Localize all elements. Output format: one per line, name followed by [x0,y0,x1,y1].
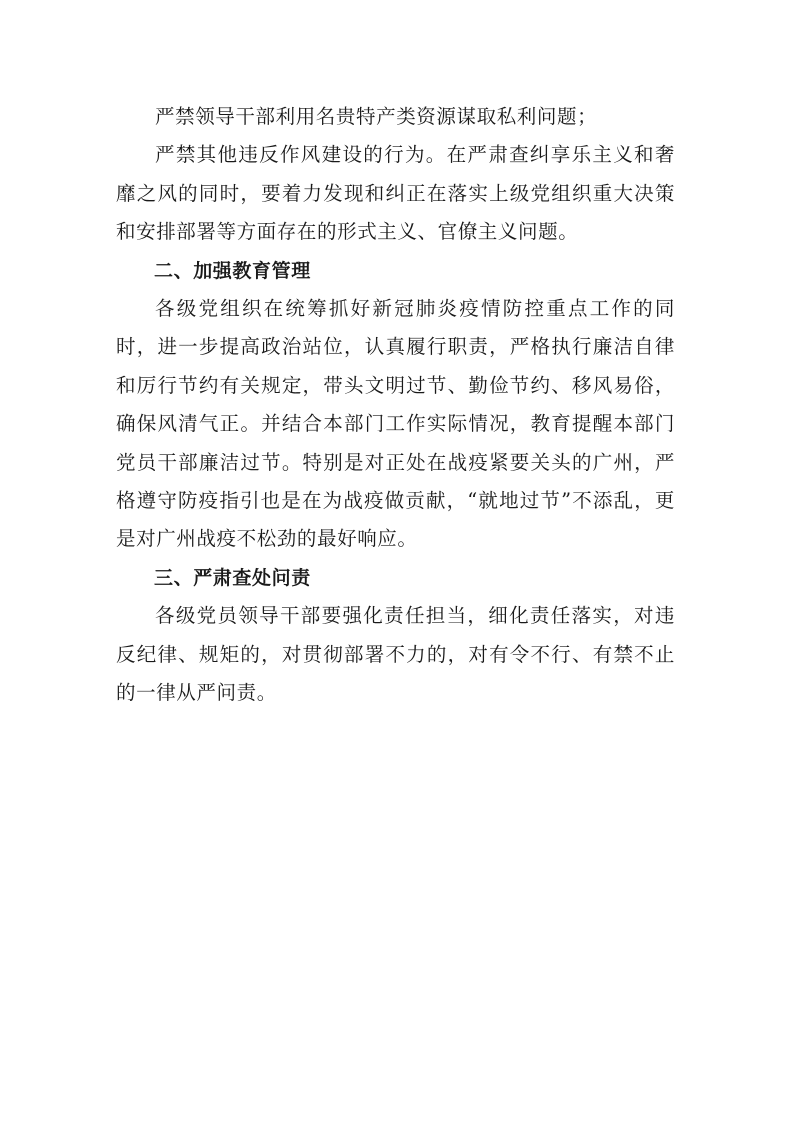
section-heading-education-management: 二、加强教育管理 [154,259,311,282]
section-heading-accountability: 三、严肃查处问责 [154,566,311,589]
paragraph-education-management: 各级党组织在统筹抓好新冠肺炎疫情防控重点工作的同时，进一步提高政治站位，认真履行职责，严格执行廉洁自律和厉行节约有关规定，带头文明过节、勤俭节约、移风易俗，确保风清气正。并结合本部门工作实际情况，教育提醒本部门党员干部廉洁过节。特别是对正处在战疫紧要关头的广州，严格遵守防疫指引也是在为战疫做贡献，“就地过节”不添乱，更是对广州战疫不松劲的最好响应。 [116,297,675,551]
paragraph-prohibition-other-violations: 严禁其他违反作风建设的行为。在严肃查纠享乐主义和奢靡之风的同时，要着力发现和纠正在落实上级党组织重大决策和安排部署等方面存在的形式主义、官僚主义问题。 [116,143,675,244]
document-page [116,98,675,713]
paragraph-prohibition-specialty-resources: 严禁领导干部利用名贵特产类资源谋取私利问题； [155,105,598,128]
paragraph-accountability: 各级党员领导干部要强化责任担当，细化责任落实，对违反纪律、规矩的，对贯彻部署不力的，对有令不行、有禁不止的一律从严问责。 [116,604,675,705]
